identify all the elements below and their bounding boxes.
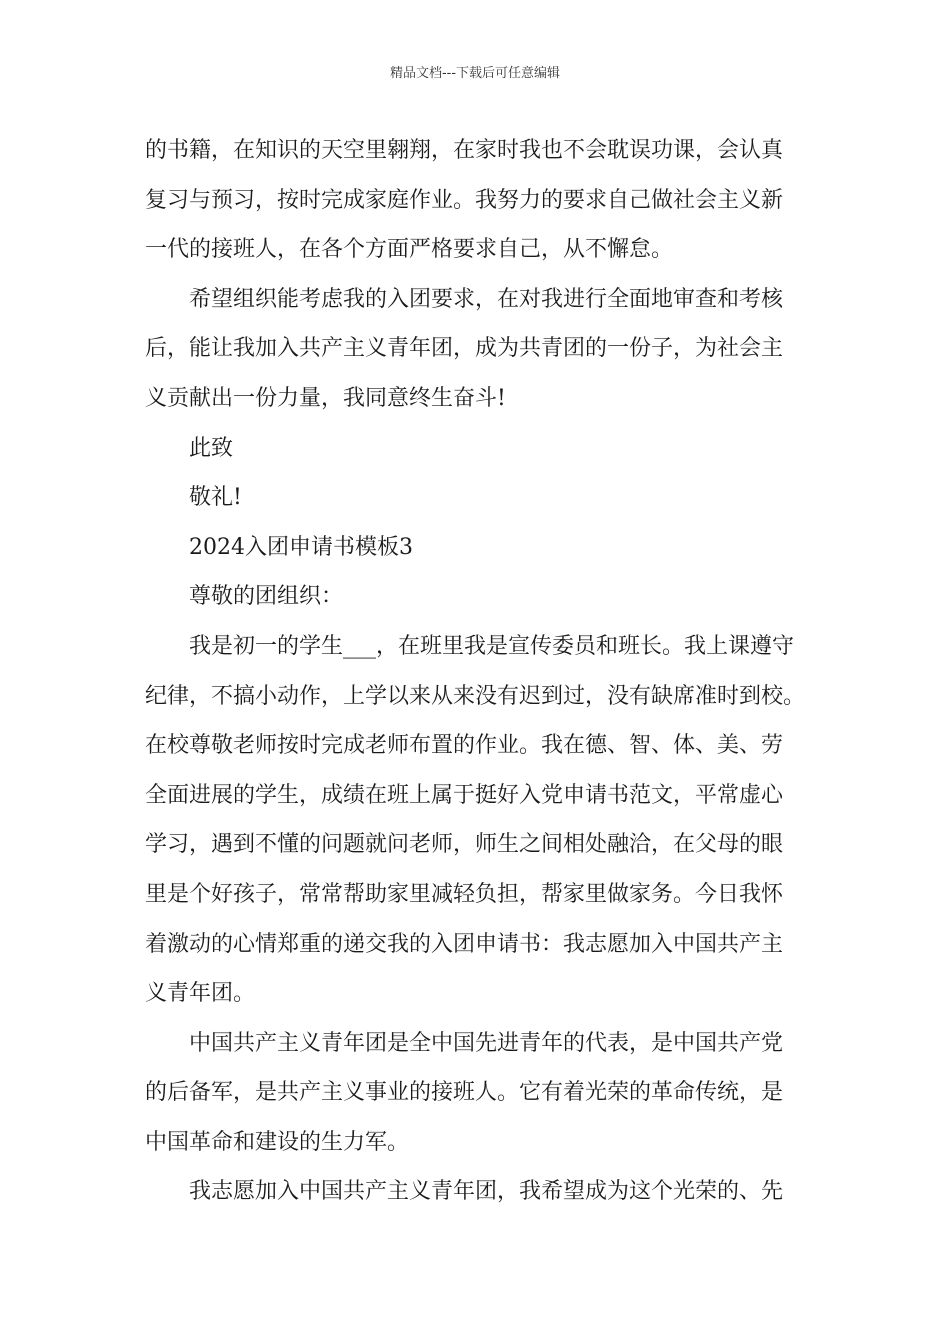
text-line: 在校尊敬老师按时完成老师布置的作业。我在德、智、体、美、劳 (145, 733, 784, 759)
text-line: 里是个好孩子，常常帮助家里减轻负担，帮家里做家务。今日我怀 (145, 881, 784, 907)
paragraph-start-line: 我是初一的学生___，在班里我是宣传委员和班长。我上课遵守 (189, 633, 795, 659)
text-line: 全面进展的学生，成绩在班上属于挺好入党申请书范文，平常虚心 (145, 782, 784, 808)
document-body (145, 126, 825, 1217)
text-line: 后，能让我加入共产主义青年团，成为共青团的一份子，为社会主 (145, 336, 784, 362)
text-line: 义青年团。 (145, 981, 256, 1007)
paragraph-start-line: 中国共产主义青年团是全中国先进青年的代表，是中国共产党 (189, 1030, 784, 1056)
closing-respect: 敬礼! (189, 485, 242, 511)
paragraph-start-line: 希望组织能考虑我的入团要求，在对我进行全面地审查和考核 (189, 286, 784, 312)
section-title: 2024入团申请书模板3 (189, 534, 413, 560)
text-line: 复习与预习，按时完成家庭作业。我努力的要求自己做社会主义新 (145, 187, 784, 213)
page-header: 精品文档---下载后可任意编辑 (389, 66, 561, 81)
text-line: 着激动的心情郑重的递交我的入团申请书：我志愿加入中国共产主 (145, 931, 784, 957)
text-line: 中国革命和建设的生力军。 (145, 1129, 410, 1155)
text-line: 义贡献出一份力量，我同意终生奋斗! (145, 385, 506, 411)
text-line: 的书籍，在知识的天空里翱翔，在家时我也不会耽误功课，会认真 (145, 138, 784, 163)
closing-salutation: 此致 (189, 435, 234, 461)
text-line: 一代的接班人，在各个方面严格要求自己，从不懈怠。 (145, 237, 674, 263)
paragraph-start-line: 我志愿加入中国共产主义青年团，我希望成为这个光荣的、先 (189, 1179, 784, 1205)
text-line: 学习，遇到不懂的问题就问老师，师生之间相处融洽，在父母的眼 (145, 832, 784, 858)
text-line: 的后备军，是共产主义事业的接班人。它有着光荣的革命传统，是 (145, 1080, 784, 1106)
text-line: 纪律，不搞小动作，上学以来从来没有迟到过，没有缺席准时到校。 (145, 683, 806, 709)
greeting-line: 尊敬的团组织： (189, 584, 344, 610)
